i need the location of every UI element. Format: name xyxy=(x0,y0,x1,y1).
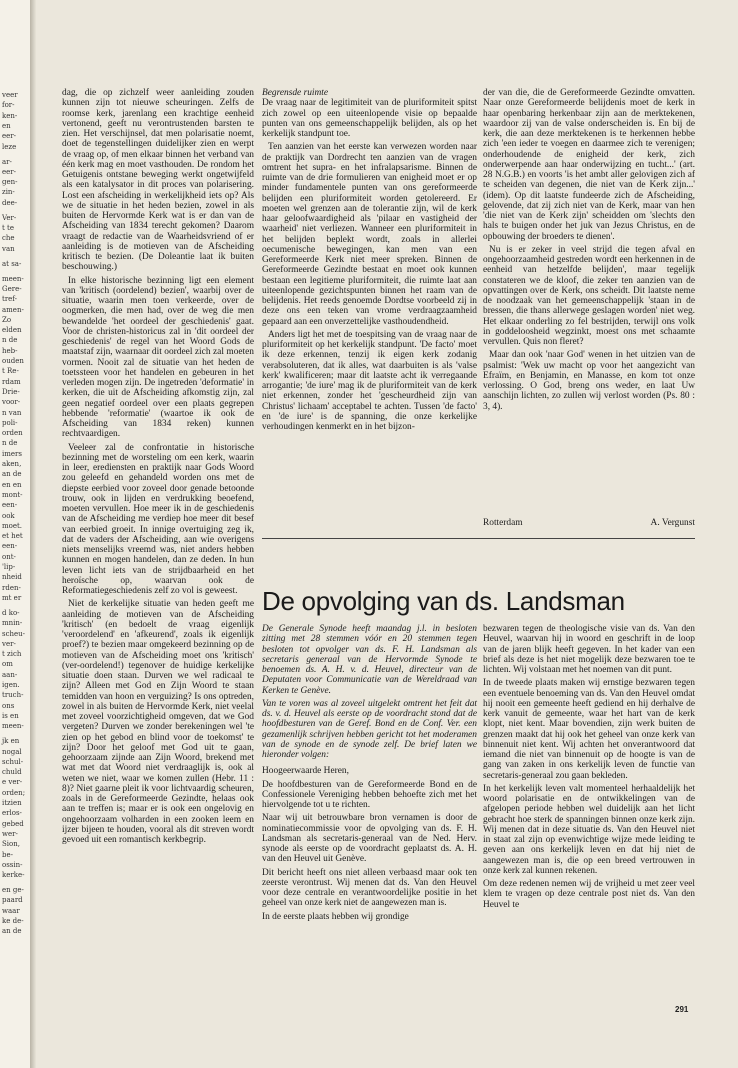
col5-paragraph: In het kerkelijk leven valt momenteel herhaaldelijk het woord polarisatie en de ontwikkelingen van de afgelopen periode hebben wel duidelijk aan het licht gebracht hoe sterk de spanningen binnen onze kerk zijn. Wij menen dat in deze situatie ds. Van den Heuvel niet in staat zal zijn op evenwichtige wijze mede leiding te geven aan ons kerkelijk leven en dat hij niet de aangewezen man is, die op een breed vertrouwen in onze kerk zal kunnen rekenen. xyxy=(483,783,695,876)
strip-fragment: itzien xyxy=(2,799,22,807)
strip-fragment: mt er xyxy=(2,593,22,602)
strip-fragment: che xyxy=(2,234,15,243)
strip-fragment: aan- xyxy=(2,670,18,679)
intro-paragraph: Van te voren was al zoveel uitgelekt omtrent het feit dat ds. v. d. Heuvel als eerste op de voordracht stond dat de hoofdbesturen van de Geref. Bond en de Conf. Ver. een gezamenlijk schrijven hebben gericht tot het moderamen van de synode en de synode zelf. De brief laten we hieronder volgen: xyxy=(262,698,477,760)
strip-fragment: e ver- xyxy=(2,778,23,787)
signature-place: Rotterdam xyxy=(483,518,523,528)
strip-fragment: mont- xyxy=(2,490,23,499)
col5-paragraph: In de tweede plaats maken wij ernstige bezwaren tegen een eventuele benoeming van ds. Van den Heuvel omdat hij nooit een gemeente heeft gediend en hij derhalve de kerk vanuit de gemeente, waar het hart van de kerk klopt, niet kent. Maar bovendien, zijn werk buiten de grenzen maakt dat hij ook het geheel van onze kerk van binnenuit niet kent. Wij achten het onverantwoord dat iemand die niet van binnenuit op de hoogte is van de gang van zaken in ons kerkelijk leven de functie van secretaris-generaal zou gaan bekleden. xyxy=(483,678,695,781)
strip-fragment: Ver- xyxy=(2,213,17,222)
strip-fragment: en en xyxy=(2,480,22,489)
intro-paragraph: De Generale Synode heeft maandag j.l. in besloten zitting met 28 stemmen vóór en 20 stemmen tegen besloten tot opvolger van ds. F. H. Landsman als secretaris generaal van de Hervormde Synode te benoemen ds. A. H. v. d. Heuvel, directeur van de Deputaten voor Communicatie van de Wereldraad van Kerken te Genève. xyxy=(262,624,477,696)
adjacent-page-strip xyxy=(0,0,31,1068)
strip-fragment: at sa- xyxy=(2,259,22,268)
strip-fragment: Zo xyxy=(2,315,12,324)
strip-fragment: Drie- xyxy=(2,387,20,396)
strip-fragment: een- xyxy=(2,542,18,551)
strip-fragment: zin- xyxy=(2,188,15,197)
strip-fragment: orden xyxy=(2,429,23,438)
col1-paragraph: In elke historische bezinning ligt een element van 'kritisch (oordelend) bezien', waarbij over de situatie, waarin men toen verkeerde, over de oogmerken, die men had, over de weg die men bewandelde 'het oordeel der geschiedenis' gaat. Voor de christen-historicus zal in 'dit oordeel der geschiedenis' de regel van het Woord Gods de maatstaf zijn, waarnaar dit oordeel zich zal moeten vormen. Nooit zal de situatie van het heden de toetssteen voor het handelen en gebeuren in het verleden mogen zijn. De ingetreden 'deformatie' in kerken, die uit de Afscheiding afkomstig zijn, zal geen negatief oordeel over een plaats gegrepen hebbende 'reformatie' (waartoe ik ook de Afscheiding van 1834 reken) kunnen rechtvaardigen. xyxy=(62,275,254,440)
strip-fragment: for- xyxy=(2,101,15,110)
strip-fragment: gen- xyxy=(2,178,18,187)
strip-fragment: et het xyxy=(2,532,23,541)
letter-paragraph: De hoofdbesturen van de Gereformeerde Bond en de Confessionele Vereniging hebben behoefte zich met het hiervolgende tot u te richten. xyxy=(262,779,477,810)
strip-fragment: leze xyxy=(2,142,17,151)
col3-paragraph: Maar dan ook 'naar God' wenen in het uitzien van de psalmist: 'Wek uw macht op voor het aangezicht van Efraïm, en Benjamin, en Manasse, en kom tot onze verlossing. O God, breng ons weder, en laat Uw aanschijn lichten, zo zullen wij verlost worden (Ps. 80 : 3, 4). xyxy=(483,350,695,412)
letter-salutation: Hoogeerwaarde Heren, xyxy=(262,766,349,777)
strip-fragment: eer- xyxy=(2,167,16,176)
strip-fragment: jk en xyxy=(2,737,20,746)
col3-paragraph: der van die, die de Gereformeerde Gezindte omvatten. Naar onze Gereformeerde belijdenis moet de kerk in haar openbaring herkenbaar zijn aan de merktekenen, waardoor zij van de valse onderscheiden is. En bij de kerk, die aan deze merktekenen is te herkennen hebbe zich 'een ieder te voegen en daarmee zich te verenigen; onderhoudende de enigheid der kerk, zich onderwerpende aan haar onderwijzing en tucht...' (art. 28 N.G.B.) en voorts 'is het ambt aller gelovigen zich af te scheiden van degenen, die niet van de Kerk zijn...' (idem). Op dit laatste fundeerde zich de Afscheiding, gelovende, dat zij zich niet van de Kerk, maar van hen 'die niet van de Kerk zijn' scheidden om 'slechts den hals te buigen onder het juk van Jezus Christus, en de opbouwing der broeders te dienen'. xyxy=(483,88,695,242)
letter-paragraph: In de eerste plaats hebben wij grondige xyxy=(262,911,409,922)
strip-fragment: wer- xyxy=(2,829,18,838)
strip-fragment: meen- xyxy=(2,274,24,283)
article-headline: De opvolging van ds. Landsman xyxy=(262,586,625,616)
article2-column-1 xyxy=(262,624,477,969)
article-signature xyxy=(483,518,695,528)
strip-fragment: is en xyxy=(2,711,19,720)
strip-fragment: an de xyxy=(2,470,22,479)
col1-paragraph: dag, die op zichzelf weer aanleiding zouden kunnen zijn tot nieuwe scheuringen. Zelfs de roomse kerk, jarenlang een krachtige eenheid vertonend, geeft nu verontrustenden barsten te zien. Het verschijnsel, dat men polarisatie noemt, doet de tegenstellingen duidelijker zien en werpt de vraag op, of men elkaar binnen het verband van één kerk mag en moet vasthouden. De rondom het Getuigenis ontstane beweging werkt ongetwijfeld als een katalysator in dit proces van polarisering. Lost een afscheiding in werkelijkheid iets op? Als we de situatie in het heden bezien, zowel in als buiten de Hervormde Kerk wat is er dan van de Afscheiding van 1834 terecht gekomen? Daarom vraagt de redactie van de Waarheidsvriend of er aanleiding is de motieven van de Afscheiding kritisch te bezien. (De Doleantie laat ik buiten beschouwing.) xyxy=(62,88,254,273)
strip-fragment: gebed xyxy=(2,819,24,828)
strip-fragment: be- xyxy=(2,850,13,859)
strip-fragment: truch- xyxy=(2,691,24,700)
strip-fragment: t te xyxy=(2,224,14,232)
strip-fragment: eer- xyxy=(2,132,16,141)
strip-fragment: veer xyxy=(2,91,18,99)
binding-gutter xyxy=(30,0,36,1068)
col5-paragraph: bezwaren tegen de theologische visie van ds. Van den Heuvel, waarvan hij in woord en geschrift in de loop van de jaren blijk heeft gegeven. In het kader van een brief als deze is het niet mogelijk deze bezwaren toe te lichten. Wij volstaan met het noemen van dit punt. xyxy=(483,624,695,675)
strip-fragment: ook xyxy=(2,511,15,520)
strip-fragment: kerke- xyxy=(2,871,25,880)
strip-fragment: Sion, xyxy=(2,840,20,849)
strip-fragment: n de xyxy=(2,439,18,448)
strip-fragment: t zich xyxy=(2,650,22,659)
col3-paragraph: Nu is er zeker in veel strijd die tegen afval en ongehoorzaamheid gestreden wordt een herkennen in de eenheid van hetzelfde belijden', maar tegelijk constateren we de kloof, die zeker ten aanzien van de opvattingen over de Kerk, ons scheidt. Dit laatste neme de noodzaak van het gemeenschappelijk 'staan in de bressen, die thans allerwege geslagen worden' niet weg. Het elkaar onderling zo fel bestrijden, terwijl ons volk in goddeloosheid wegzinkt, moest ons met schaamte vervullen. Quis non fleret? xyxy=(483,244,695,347)
strip-fragment: orden; xyxy=(2,788,26,797)
strip-fragment: ver- xyxy=(2,639,16,648)
strip-fragment: aken, xyxy=(2,460,22,468)
strip-fragment: van xyxy=(2,244,15,253)
strip-fragment: ar- xyxy=(2,157,12,166)
strip-fragment: en xyxy=(2,121,11,130)
strip-fragment: ons xyxy=(2,701,15,710)
strip-fragment: ont- xyxy=(2,552,16,561)
strip-fragment: nheid xyxy=(2,573,22,582)
article-column-3 xyxy=(483,88,695,528)
strip-fragment: paard xyxy=(2,896,23,905)
page-number: 291 xyxy=(675,1005,689,1014)
strip-fragment: n van xyxy=(2,408,22,417)
article-column-1 xyxy=(62,88,254,845)
strip-fragment: t Re- xyxy=(2,367,19,376)
strip-fragment: d ko- xyxy=(2,608,20,617)
strip-fragment: voor- xyxy=(2,398,21,407)
letter-paragraph: Dit bericht heeft ons niet alleen verbaasd maar ook ten zeerste verontrust. Wij menen dat ds. Van den Heuvel voor deze centrale en verantwoordelijke positie in het geheel van onze kerk niet de aangewezen man is. xyxy=(262,867,477,909)
strip-fragment: scheu- xyxy=(2,629,26,638)
col2-paragraph: Anders ligt het met de toespitsing van de vraag naar de pluriformiteit op het kerkelijk standpunt. 'De facto' moet ik deze erkennen, tenzij ik eigen kerk zodanig verabsoluteren, dat ik alles, wat daarbuiten is als 'valse kerk' kwalificeren; maar dit laatste acht ik verregaande arrogantie; 'de iure' mag ik de pluriformiteit van de kerk niet erkennen, zonder het 'gescheurdheid zijn van Christus' lichaam' acceptabel te achten. Tussen 'de facto' en 'de iure' is de spanning, die onze kerkelijke verhoudingen kenmerkt en in het bijzon- xyxy=(262,329,477,432)
col2-paragraph: De vraag naar de legitimiteit van de pluriformiteit spitst zich zowel op een uiteenlopende visie op bepaalde punten van ons gemeenschappelijk belijden, als op het kerkelijk standpunt toe. xyxy=(262,98,477,139)
strip-fragment: nogal xyxy=(2,747,22,756)
strip-fragment: rden- xyxy=(2,583,21,592)
col5-paragraph: Om deze redenen nemen wij de vrijheid u met zeer veel klem te vragen op deze centrale post niet ds. Van den Heuvel te xyxy=(483,879,695,910)
col2-paragraph: Ten aanzien van het eerste kan verwezen worden naar de praktijk van Dordrecht ten aanzien van de vragen omtrent het supra- en het infralapsarisme. Binnen de ruimte van de drie formulieren van enigheid moet er op minder fundamentele punten van ons gereformeerde belijden een pluriformiteit worden getolereerd. Er moeten wel grenzen aan de tolerantie zijn, wil de kerk haar geloofwaardigheid als 'pilaar en vastigheid der waarheid' niet verliezen. Wanneer een pluriformiteit in het belijden beplekt wordt, zoals in allerlei oecumenische bewegingen, kan men van een Gereformeerde Kerk niet meer spreken. Binnen de Gereformeerde Gezindte bestaat en moet ook kunnen bestaan een legitieme pluriformiteit, die ruimte laat aan uiteenlopende gezichtspunten binnen het raam van de belijdenis. Het reeds genoemde Dordtse voorbeeld zij in deze ons een teken van vrome verdraagzaamheid gepaard aan een onverzettelijke vasthoudendheid. xyxy=(262,142,477,327)
section-divider xyxy=(262,538,695,539)
strip-fragment: igen. xyxy=(2,681,20,689)
strip-fragment: ossin- xyxy=(2,860,23,869)
signature-author: A. Vergunst xyxy=(650,518,695,528)
strip-fragment: om xyxy=(2,660,13,669)
strip-fragment: erlos- xyxy=(2,809,22,818)
section-subheading: Begrensde ruimte xyxy=(262,88,329,98)
strip-fragment: een- xyxy=(2,501,18,510)
strip-fragment: 'lip- xyxy=(2,563,16,571)
article-column-2 xyxy=(262,88,477,523)
strip-fragment: ken- xyxy=(2,111,18,120)
strip-fragment: rdam xyxy=(2,377,21,386)
strip-fragment: Gere- xyxy=(2,284,22,293)
strip-fragment: en ge- xyxy=(2,886,24,895)
strip-fragment: tref- xyxy=(2,295,18,304)
strip-fragment: elden xyxy=(2,326,22,335)
strip-fragment: an de xyxy=(2,927,22,936)
strip-fragment: mnin- xyxy=(2,619,23,628)
strip-fragment: meen- xyxy=(2,722,24,731)
strip-fragment: ke de- xyxy=(2,917,24,925)
strip-fragment: chuld xyxy=(2,768,22,777)
col1-paragraph: Niet de kerkelijke situatie van heden geeft me aanleiding de motieven van de Afscheiding 'kritisch' (en bedoelt de vraag eigenlijk 'veroordelend' en 'afkeurend', zoals ik eigenlijk proef?) te bezien maar omgekeerd bezinning op de motieven van de Afscheiding moet ons 'kritisch' (ver-oordelend!) tegenover de huidige kerkelijke situatie doen staan. Durven we wel radicaal te zijn? Alleen met God en Zijn Woord te staan temidden van hoon en verguizing? Is ons optreden, zowel in als buiten de Hervormde Kerk, niet veelal met zoveel voorzichtigheid omgeven, dat we God vergeten? Durven we zonder berekeningen wel 'te zien op het gebod en blind voor de toekomst' te zijn? Door het geloof met God uit te gaan, gehoorzaam zijnde aan Zijn Woord, brekend met wat met dat Woord niet verdraaglijk is, ook al weten we niet, waar we komen zullen (Hebr. 11 : 8)? Niet gaarne pleit ik voor lichtvaardig scheuren, zoals in de Gereformeerde Gezindte, helaas ook aan te treffen is; maar er is ook een ongelovig en ongehoorzaam volharden in een zooken leem en ijzer bijeen te houden, vooral als dit streven wordt gevoed uit een romantisch kerkbegrip. xyxy=(62,599,254,845)
strip-fragment: moet. xyxy=(2,521,23,530)
strip-fragment: heb- xyxy=(2,346,18,355)
strip-fragment: n de xyxy=(2,336,18,345)
letter-paragraph: Naar wij uit betrouwbare bron vernamen is door de nominatiecommissie voor de opvolging van ds. F. H. Landsman als secretaris-generaal van de Ned. Herv. synode als eerste op de voordracht geplaatst ds. A. H. van den Heuvel uit Genève. xyxy=(262,813,477,865)
strip-fragment: dee- xyxy=(2,198,18,207)
strip-fragment: schul- xyxy=(2,757,24,766)
strip-fragment: waar xyxy=(2,906,20,915)
strip-fragment: imers xyxy=(2,449,22,458)
strip-fragment: ouden xyxy=(2,357,24,365)
strip-fragment: poli- xyxy=(2,418,18,427)
col1-paragraph: Veeleer zal de confrontatie in historische bezinning met de worsteling om een kerk, waarin in leer, erediensten en praktijk naar Gods Woord zou geleefd en gehandeld worden ons met de diepste eerbied voor zoveel door genade betoonde trouw, ook in lijden en verdrukking beoefend, moeten vervullen. Hoe meer ik in de geschiedenis van de Afscheiding me verdiep hoe meer dit besef van eerbied groeit. In innige overtuiging zeg ik, dat de vaders der Afscheiding, aan wie overigens niets menselijks vreemd was, niet anders hebben kunnen en mogen handelen, dan ze deden. In hun leven licht iets van de strijdbaarheid en het heroïsche op, waarvan ook de Reformatiegeschiedenis zelf zo vol is geweest. xyxy=(62,442,254,596)
strip-fragment: amen- xyxy=(2,305,24,314)
article2-column-2 xyxy=(483,624,695,969)
